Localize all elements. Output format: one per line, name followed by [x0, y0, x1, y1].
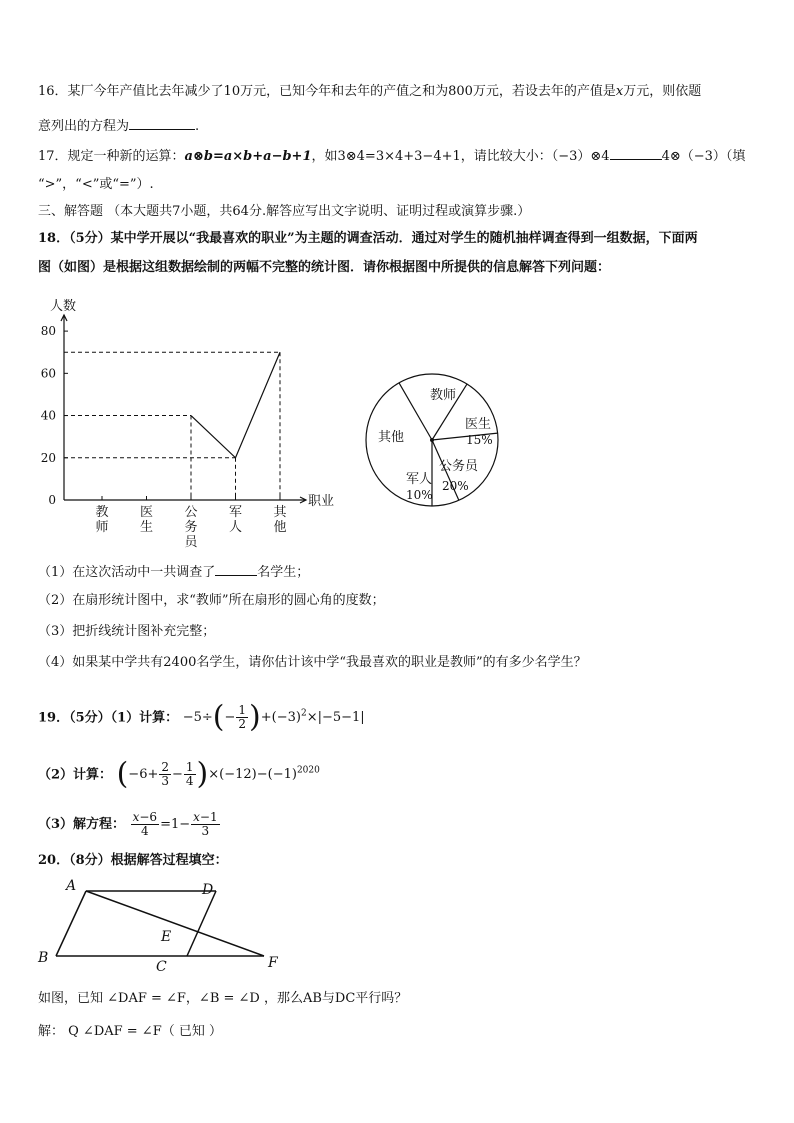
pie-slice-percent: 15%: [466, 433, 493, 447]
pie-slice-label: 教师: [430, 388, 457, 403]
line-chart-series: [191, 352, 280, 458]
q16-variable: x: [615, 84, 624, 99]
q18-sub4-text: （4）如果某中学共有2400名学生，请你估计该中学“我最喜欢的职业是教师”的有多少名学生？: [38, 655, 587, 670]
category-label: 其他: [273, 505, 287, 535]
q19-expr2: (−6+ $\frac{2}{3}$ − $\frac{1}{4}$ )$\times(-12)-(-1)^{2020}$: [116, 756, 320, 792]
q19-sub1: [38, 697, 365, 735]
category-label: 军人: [228, 505, 243, 535]
pie-slice-percent: 20%: [442, 479, 469, 493]
q17-text-b: ，如3⊗4=3×4+3−4+1，请比较大小：（−3）⊗4: [311, 149, 610, 164]
line-chart-categories: [95, 496, 287, 550]
q18-sub1-text-b: 名学生；: [257, 565, 310, 580]
label-d: D: [202, 882, 214, 898]
q18-line1: [38, 231, 698, 247]
section3-heading: [38, 204, 530, 220]
label-b: B: [38, 950, 49, 966]
x-axis-label: 职业: [308, 494, 335, 509]
q18-sub1-text: （1）在这次活动中一共调查了: [38, 565, 216, 580]
q17-text-c: 4⊗（−3）（填: [661, 149, 746, 164]
q18-sub1-blank[interactable]: [215, 563, 257, 576]
label-c: C: [156, 959, 167, 975]
pie-slice-percent: 10%: [406, 488, 433, 502]
y-tick-label: 20: [40, 450, 56, 465]
q16-line2: [38, 117, 199, 135]
pie-chart-slices: [366, 374, 498, 506]
q19-sub2-label: （2）计算：: [38, 767, 113, 783]
q18-sub4: [38, 655, 587, 671]
q19-sub3-label: （3）解方程：: [38, 817, 126, 832]
q18-sub2: [38, 593, 385, 609]
q18-sub3-text: （3）把折线统计图补充完整；: [38, 624, 216, 639]
section3-text: 三、解答题 （本大题共7小题，共64分.解答应写出文字说明、证明过程或演算步骤.）: [38, 204, 531, 219]
label-e: E: [161, 929, 172, 945]
q18-sub1: [38, 563, 309, 581]
q18-text2: 图（如图）是根据这组数据绘制的两幅不完整的统计图．请你根据图中所提供的信息解答下列问题：: [38, 260, 611, 275]
pie-slice-label: 其他: [378, 430, 405, 445]
segment-dc: [187, 891, 216, 956]
q20-head-text: 20．（8分）根据解答过程填空：: [38, 853, 228, 868]
q16-line1: [38, 84, 701, 100]
q17-formula: a⊗b=a×b+a−b+1: [184, 149, 312, 164]
q16-text: 16．某厂今年产值比去年减少了10万元，已知今年和去年的产值之和为800万元，若设去年的产值是: [38, 84, 616, 99]
pie-slice-label: 军人: [406, 472, 433, 487]
y-tick-label: 0: [48, 493, 56, 507]
pie-slice-label: 公务员: [439, 459, 479, 474]
q20-given-text: 如图，已知 ∠DAF = ∠F，∠B = ∠D ，那么AB与DC平行吗？: [38, 991, 408, 1006]
category-label: 公务员: [184, 505, 198, 550]
q17-text2: “>”，“<”或“=”）.: [38, 177, 154, 192]
q19-sub3: [38, 808, 221, 842]
y-tick-label: 60: [40, 366, 56, 381]
line-chart-axes: [50, 298, 334, 509]
pie-slice-label: 医生: [465, 417, 492, 432]
q16-text-end: 万元，则依题: [623, 84, 702, 99]
y-tick-label: 80: [40, 324, 56, 339]
segment-ab: [56, 891, 86, 956]
q18-sub3: [38, 624, 215, 640]
y-tick-label: 40: [40, 408, 56, 423]
category-label: 教师: [95, 505, 109, 535]
q17-line2: [38, 177, 154, 193]
q17-answer-blank[interactable]: [610, 147, 662, 160]
line-chart-guides: [64, 352, 280, 500]
q20-given: [38, 991, 407, 1007]
q19-expr1: −5÷(− $\frac{1}{2}$ )$+(-3)^2\times|-5-1|$: [182, 699, 365, 735]
pie-center: [430, 438, 434, 442]
q18-line2: [38, 260, 610, 276]
q17-line1: [38, 147, 745, 165]
q19-sub2: [38, 754, 320, 792]
q20-solution: [38, 1024, 222, 1040]
label-a: A: [66, 878, 77, 894]
q19-expr3: $\frac{x-6}{4}$ =1− $\frac{x-1}{3}$: [132, 810, 218, 838]
label-f: F: [268, 955, 278, 971]
q18-sub2-text: （2）在扇形统计图中，求“教师”所在扇形的圆心角的度数；: [38, 593, 385, 608]
q16-period: .: [195, 119, 200, 134]
series-line: [191, 352, 280, 458]
q16-text2: 意列出的方程为: [38, 119, 130, 134]
q20-head: [38, 853, 228, 869]
q20-solution-text: 解： Q ∠DAF = ∠F（ 已知 ）: [38, 1024, 222, 1039]
line-chart: [36, 290, 356, 550]
pie-chart: [360, 365, 500, 510]
q16-answer-blank[interactable]: [129, 117, 195, 130]
q20-geometry-figure: [36, 875, 296, 975]
q19-head: 19．（5分）（1）计算：: [38, 710, 179, 726]
q18-text1: 18．（5分）某中学开展以“我最喜欢的职业”为主题的调查活动．通过对学生的随机抽样调查得到一组数据，下面两: [38, 231, 698, 246]
segment-af: [86, 891, 264, 956]
y-axis-label: 人数: [50, 299, 77, 314]
q17-text: 17．规定一种新的运算：: [38, 149, 185, 164]
category-label: 医生: [139, 505, 154, 535]
